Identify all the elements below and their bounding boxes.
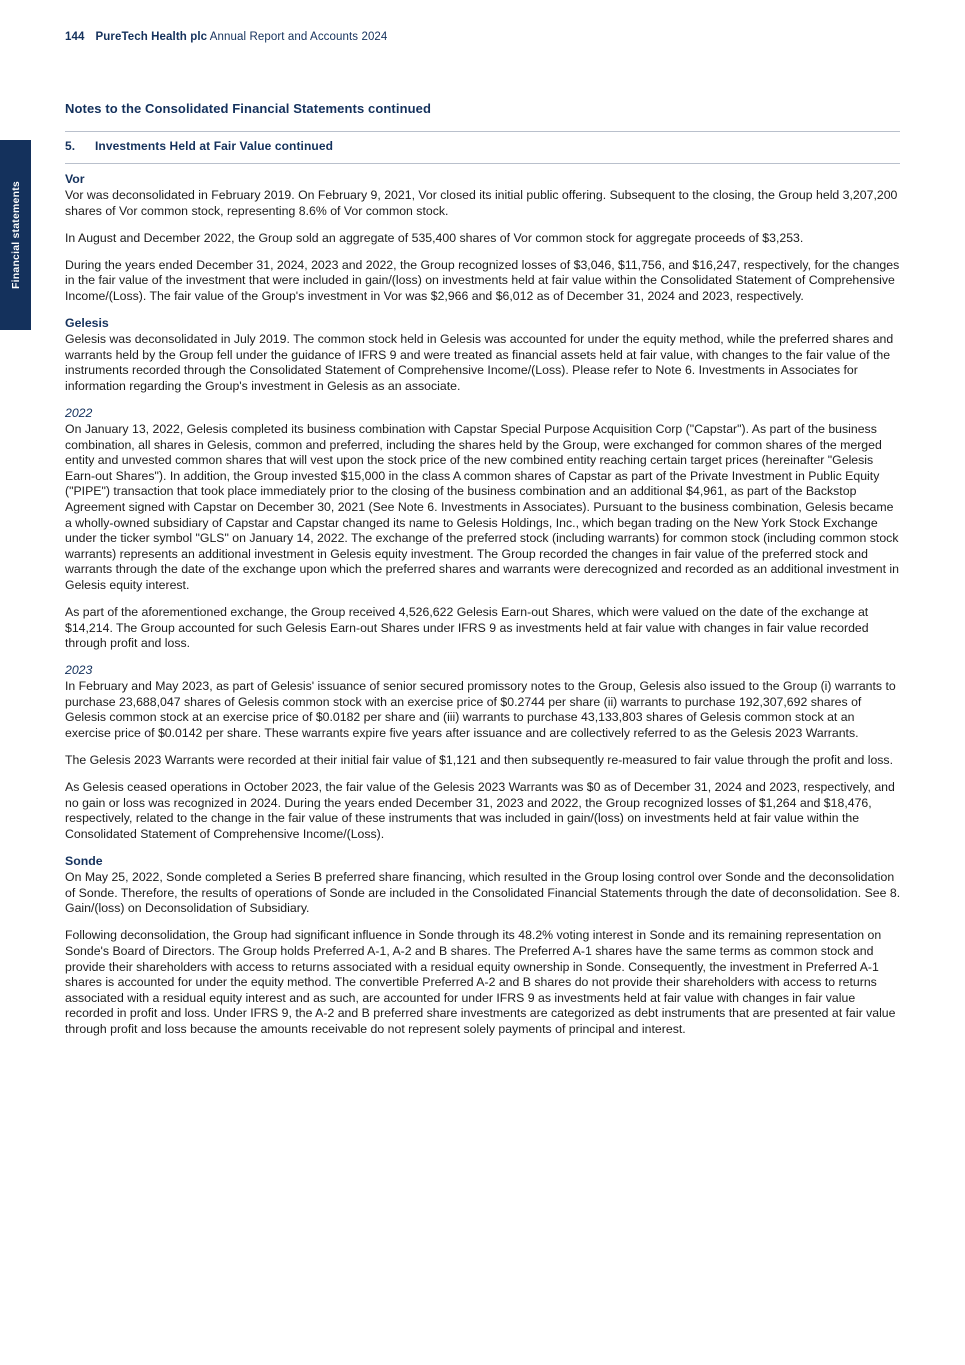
page-number: 144 (65, 31, 85, 43)
subheading-gelesis-2022: 2022 (65, 405, 93, 420)
note-body (65, 172, 903, 1038)
subheading-vor: Vor (65, 172, 85, 186)
page-header (65, 31, 387, 43)
paragraph-gelesis-3: As part of the aforementioned exchange, the Group received 4,526,622 Gelesis Earn-out Shares, which were valued on the date of the exchange at $14,214. The Group accounted for such Gelesis Earn-out Shares under IFRS 9 as investments held at fair value with changes in fair value recorded through profit and loss. (65, 604, 869, 651)
paragraph-gelesis-2: On January 13, 2022, Gelesis completed its business combination with Capstar Special Purpose Acquisition Corp ("Capstar"). As part of the business combination, all shares in Gelesis, common and preferred, including the shares held by the Group, were exchanged for common shares of the merged entity and unvested common shares that will vest upon the stock price of the new combined entity reaching certain target prices (hereinafter "Gelesis Earn-out Shares"). In addition, the Group invested $15,000 in the class A common shares of Capstar as part of the Private Investment in Public Equity ("PIPE") transaction that took place immediately prior to the closing of the business combination and an additional $4,961, as part of the Backstop Agreement signed with Capstar on December 30, 2021 (See Note 6. Investments in Associates). Pursuant to the business combination, Gelesis became a wholly-owned subsidiary of Capstar and Capstar changed its name to Gelesis Holdings, Inc., which began trading on the New York Stock Exchange under the ticker symbol "GLS" on January 14, 2022. The exchange of the preferred stock (including warrants) for common stock (including common stock warrants) represents an additional investment in Gelesis equity investment. The Group recorded the changes in fair value of the preferred stock and warrants through the date of the exchange upon which the preferred shares and warrants were derecognized and recorded as an additional investment in Gelesis equity interest. (65, 421, 899, 592)
paragraph-vor-1: Vor was deconsolidated in February 2019. On February 9, 2021, Vor closed its initial public offering. Subsequent to the closing, the Group held 3,207,200 shares of Vor common stock, representing 8.6% of Vor common stock. (65, 188, 898, 218)
paragraph-sonde-1: On May 25, 2022, Sonde completed a Series B preferred share financing, which resulted in the Group losing control over Sonde and the deconsolidation of Sonde. Therefore, the results of operations of Sonde are included in the Consolidated Financial Statements through the date of deconsolidation. See 8. Gain/(loss) on Deconsolidation of Subsidiary. (65, 870, 901, 916)
subheading-sonde: Sonde (65, 854, 103, 869)
paragraph-vor-2: In August and December 2022, the Group sold an aggregate of 535,400 shares of Vor common stock for aggregate proceeds of $3,253. (65, 230, 804, 245)
note-number: 5. (65, 139, 76, 153)
note-heading (65, 139, 333, 153)
paragraph-gelesis-1: Gelesis was deconsolidated in July 2019. The common stock held in Gelesis was accounted for under the equity method, while the preferred shares and warrants held by the Group fell under the guidance of IFRS 9 and were treated as financial assets held at fair value, with changes to the fair value of the instruments recorded through the Consolidated Statement of Comprehensive Income/(Loss). Please refer to Note 6. Investments in Associates for information regarding the Group's investment in Gelesis as an associate. (65, 332, 894, 393)
company-name: PureTech Health plc (95, 31, 208, 43)
subheading-gelesis: Gelesis (65, 316, 109, 331)
paragraph-vor-3: During the years ended December 31, 2024, 2023 and 2022, the Group recognized losses of $3,046, $11,756, and $16,247, respectively, for the changes in the fair value of the investment that were included in gain/(loss) on investments held at fair value within the Consolidated Statement of Comprehensive Income/(Loss). The fair value of the Group's investment in Vor was $2,966 and $6,012 as of December 31, 2024 and 2023, respectively. (65, 257, 900, 303)
report-title: Annual Report and Accounts 2024 (209, 31, 388, 43)
section-title: Notes to the Consolidated Financial Statements continued (65, 101, 432, 116)
section-tab-label: Financial statements (9, 181, 22, 289)
paragraph-gelesis-4: In February and May 2023, as part of Gelesis' issuance of senior secured promissory notes to the Group, Gelesis also issued to the Group (i) warrants to purchase 23,688,047 shares of Gelesis common stock with an exercise price of $0.2744 per share (ii) warrants to purchase 192,307,692 shares of Gelesis common stock at an exercise price of $0.0182 per share and (iii) warrants to purchase 43,133,803 shares of Gelesis common stock at an exercise price of $0.0142 per share. These warrants expire five years after issuance and are collectively referred to as the Gelesis 2023 Warrants. (65, 679, 896, 741)
divider-top (65, 131, 900, 132)
note-title: Investments Held at Fair Value continued (95, 139, 334, 153)
divider-bottom (65, 163, 900, 164)
subheading-gelesis-2023: 2023 (65, 663, 93, 678)
paragraph-gelesis-6: As Gelesis ceased operations in October 2023, the fair value of the Gelesis 2023 Warrants was $0 as of December 31, 2024 and 2023, respectively, and no gain or loss was recognized in 2024. During the years ended December 31, 2023 and 2022, the Group recognized losses of $1,264 and $18,476, respectively, related to the change in the fair value of these instruments that was included in gain/(loss) on investments held at fair value within the Consolidated Statement of Comprehensive Income/(Loss). (65, 780, 895, 841)
paragraph-sonde-2: Following deconsolidation, the Group had significant influence in Sonde through its 48.2% voting interest in Sonde and its remaining representation on Sonde's Board of Directors. The Group holds Preferred A-1, A-2 and B shares. The Preferred A-1 shares have the same terms as common stock and provide their shareholders with access to returns associated with a residual equity ownership in Sonde. Consequently, the investment in Preferred A-1 shares is accounted for under the equity method. The convertible Preferred A-2 and B shares do not provide their shareholders with access to returns associated with a residual equity interest and as such, are accounted for under IFRS 9 as investments held at fair value with changes in fair value recorded in profit and loss. Under IFRS 9, the A-2 and B preferred share investments are categorized as debt instruments that are presented at fair value through profit and loss because the amounts receivable do not represent solely payments of principal and interest. (65, 928, 896, 1036)
paragraph-gelesis-5: The Gelesis 2023 Warrants were recorded at their initial fair value of $1,121 and then subsequently re-measured to fair value through the profit and loss. (65, 753, 893, 768)
